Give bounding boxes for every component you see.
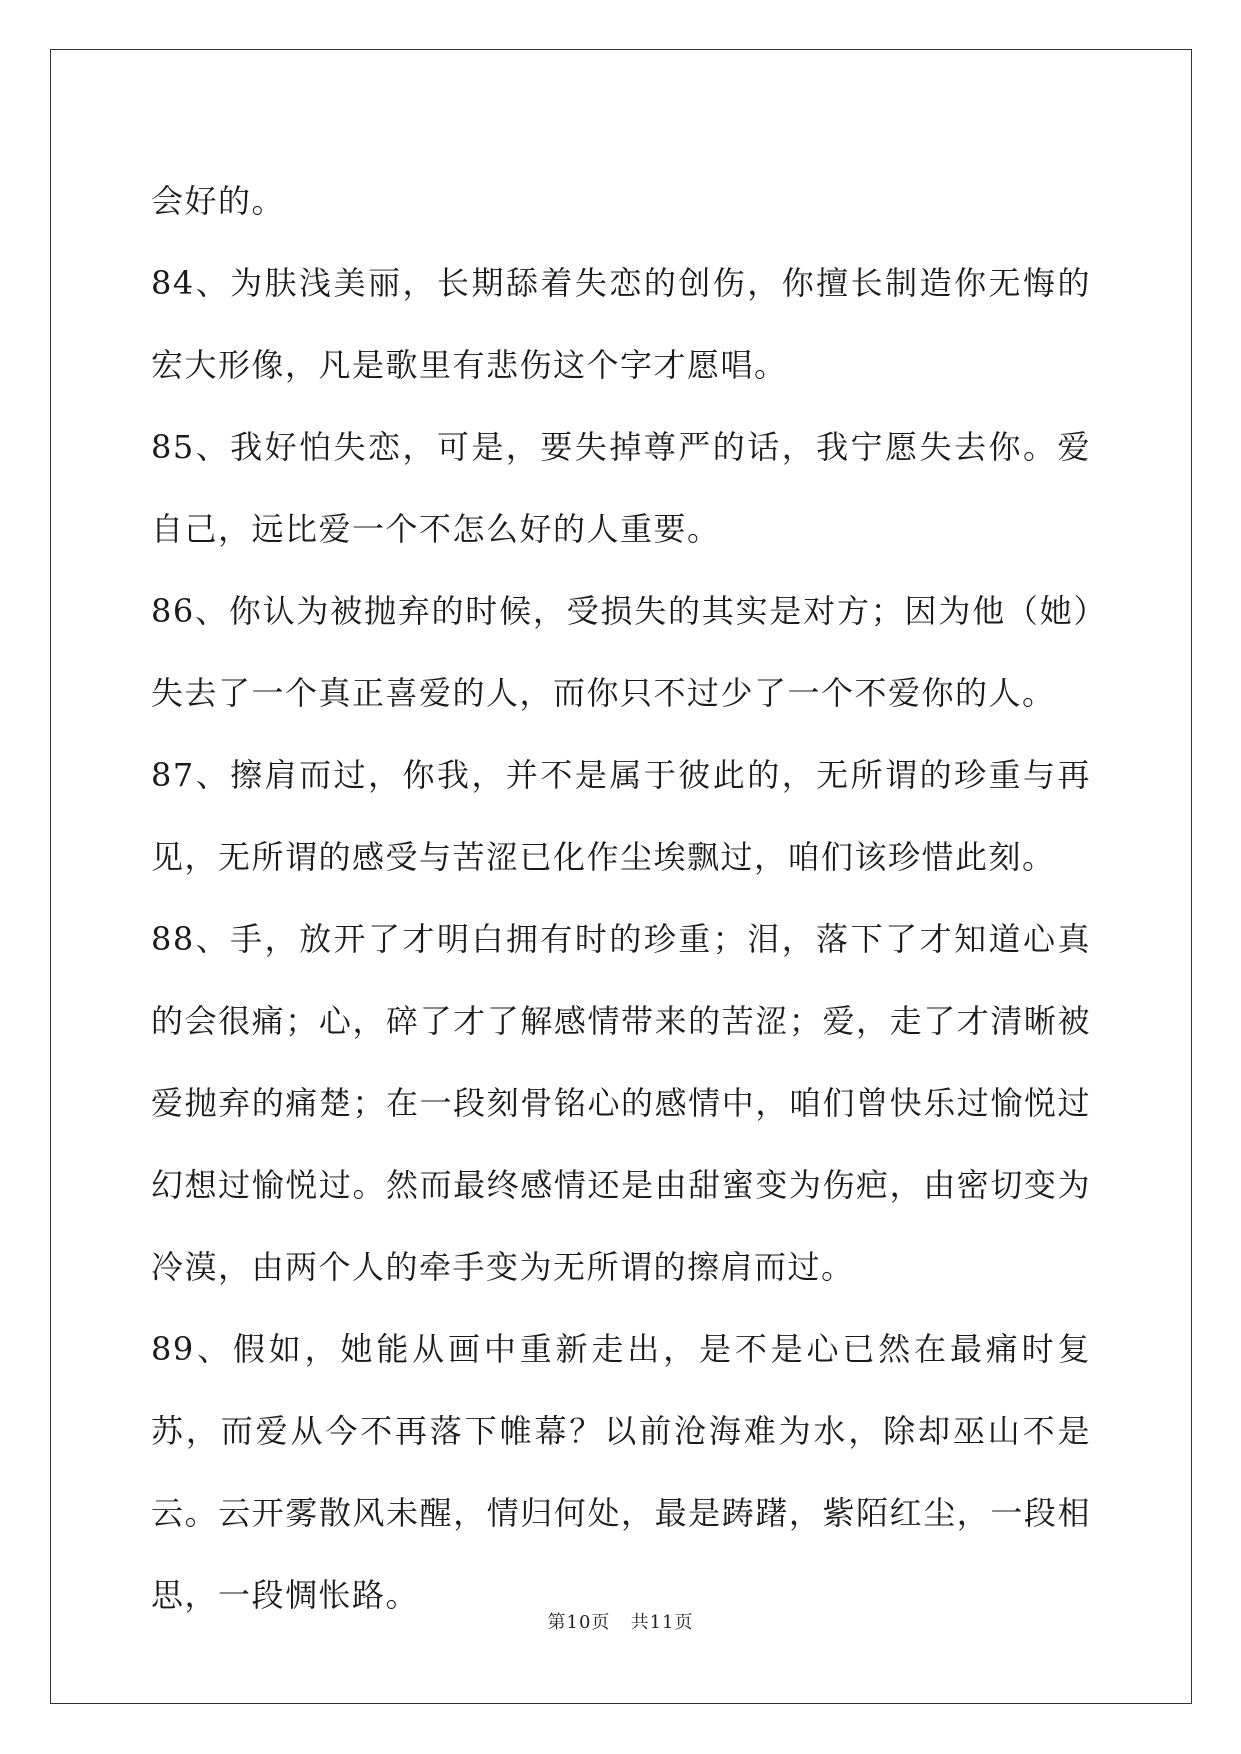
paragraph: 84、为肤浅美丽，长期舔着失恋的创伤，你擅长制造你无悔的宏大形像，凡是歌里有悲伤这个字才愿唱。 [151,264,1091,384]
paragraph: 89、假如，她能从画中重新走出，是不是心已然在最痛时复苏，而爱从今不再落下帷幕？以前沧海难为水，除却巫山不是云。云开雾散风未醒，情归何处，最是踌躇，紫陌红尘，一段相思，一段惆怅路。 [151,1330,1091,1614]
paragraph: 85、我好怕失恋，可是，要失掉尊严的话，我宁愿失去你。爱自己，远比爱一个不怎么好的人重要。 [151,428,1091,548]
page-footer [0,1608,1241,1634]
paragraph: 87、擦肩而过，你我，并不是属于彼此的，无所谓的珍重与再见，无所谓的感受与苦涩已化作尘埃飘过，咱们该珍惜此刻。 [151,756,1091,876]
paragraph: 88、手，放开了才明白拥有时的珍重；泪，落下了才知道心真的会很痛；心，碎了才了解感情带来的苦涩；爱，走了才清晰被爱抛弃的痛楚；在一段刻骨铭心的感情中，咱们曾快乐过愉悦过幻想过愉悦过。然而最终感情还是由甜蜜变为伤疤，由密切变为冷漠，由两个人的牵手变为无所谓的擦肩而过。 [151,920,1091,1286]
page-number: 第10页 [547,1612,611,1633]
document-body [151,160,1091,1636]
page-total: 共11页 [630,1612,694,1633]
paragraph: 会好的。 [151,182,286,220]
paragraph: 86、你认为被抛弃的时候，受损失的其实是对方；因为他（她）失去了一个真正喜爱的人，而你只不过少了一个不爱你的人。 [151,592,1091,712]
